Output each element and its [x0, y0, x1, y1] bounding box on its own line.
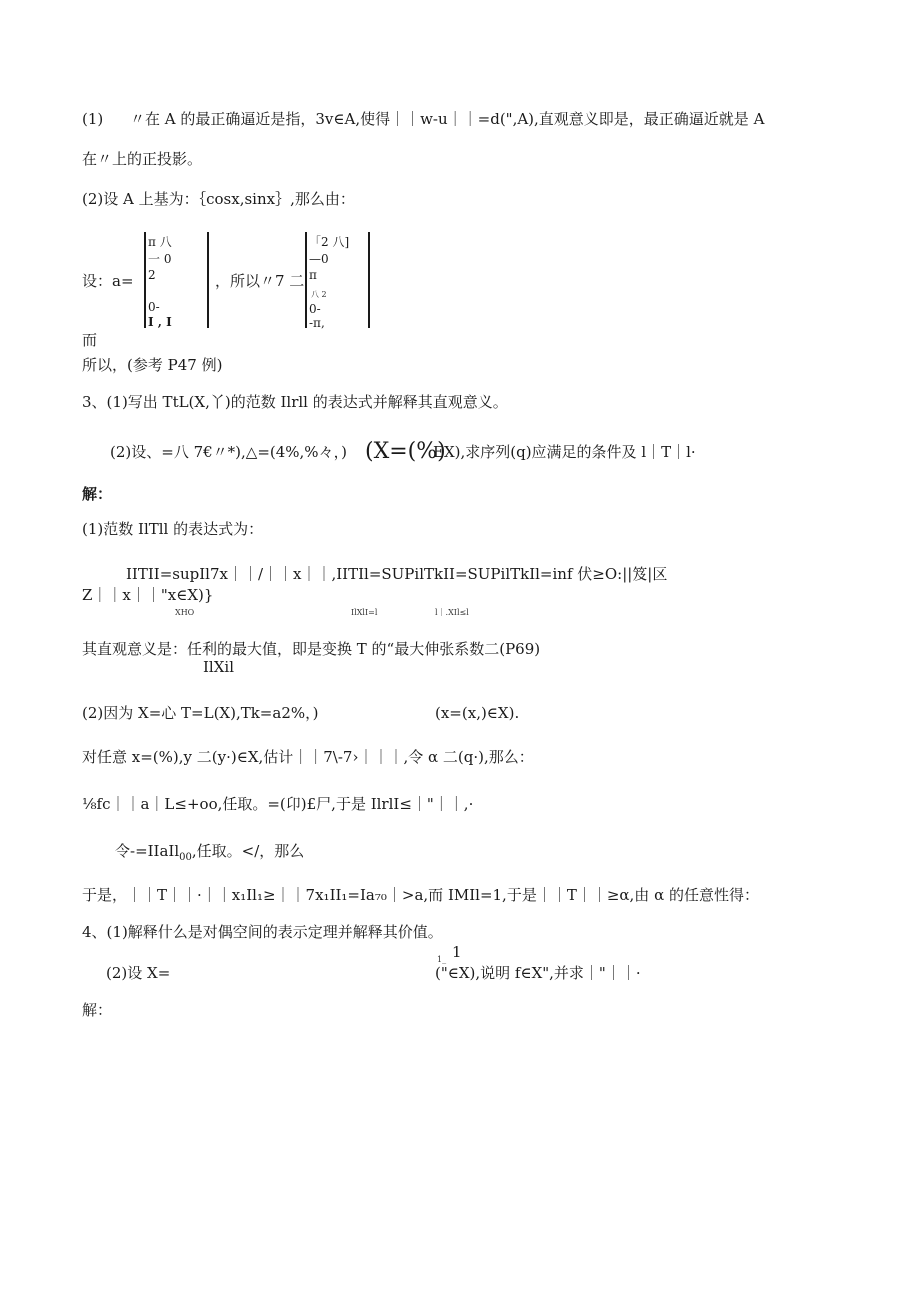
- question-3-part2-formula: (X=(%): [365, 439, 446, 464]
- solution-part2-bound: ⅛fc｜｜a｜L≤+oo,任取。=(卬)£尸,于是 IlrlI≤｜"｜｜,·: [82, 795, 474, 813]
- matrix-2-right-bracket: [368, 232, 370, 328]
- solution-part2-because: (2)因为 X=心 T=L(X),Tk=a2%，): [82, 704, 319, 722]
- solution-label: 解：: [82, 485, 113, 503]
- solution-part2-let: [115, 842, 304, 867]
- item-number: (1): [82, 110, 104, 128]
- question-3-title: 3、(1)写出 TtL(X,丫)的范数 Ilrll 的表达式并解释其直观意义。: [82, 393, 508, 411]
- question-4-fraction-sub: 1_: [437, 955, 447, 964]
- solution-norm-meaning: 其直观意义是：任利的最大值，即是变换 T 的“最大伸张系数二(P69): [82, 640, 541, 658]
- matrix-2-row: π: [309, 268, 317, 282]
- matrix-2-row: —0: [309, 252, 329, 266]
- question-3-part2-cont: EX),求序列(q)应满足的条件及 l｜T｜l·: [433, 443, 696, 461]
- formula-subscript: l｜.XIl≤l: [435, 608, 469, 617]
- matrix-1-right-bracket: [207, 232, 209, 328]
- question-4-part2-cont: ("∈X),说明 f∈X",并求｜"｜｜·: [435, 964, 641, 982]
- question-3-part2: (2)设、=八 7€〃*),△=(4%,%々，): [110, 443, 347, 461]
- question-4-title: 4、(1)解释什么是对偶空间的表示定理并解释其价值。: [82, 923, 443, 941]
- let-subscript: 00: [179, 852, 192, 863]
- matrix-2-row: 八 2: [311, 290, 327, 299]
- matrix-2-row: -π,: [309, 316, 325, 330]
- matrix-1-row: I , I: [148, 315, 172, 329]
- matrix-mid-text: ，所以〃7 二: [215, 272, 305, 290]
- solution-part2-condition: (x=(x,)∈X).: [435, 704, 520, 722]
- formula-subscript: XHO: [175, 608, 195, 617]
- matrix-label: 设：a=: [82, 272, 134, 290]
- solution-norm-formula: IITII=supIl7x｜｜/｜｜x｜｜,IITIl=SUPilTkII=SUPilTkIl=inf 伏≥O:||笈|区: [126, 565, 668, 583]
- matrix-1-row: 0-: [148, 300, 160, 314]
- formula-subscript: IlXlI=l: [351, 608, 378, 617]
- let-text: 令-=IIaIl: [115, 842, 180, 860]
- matrix-1-row: 2: [148, 268, 156, 282]
- matrix-2-row: 0-: [309, 302, 321, 316]
- matrix-2-left-bracket: [305, 232, 307, 328]
- solution-norm-formula-cont: Z｜｜x｜｜"x∈X)}: [82, 586, 214, 604]
- matrix-1-left-bracket: [144, 232, 146, 328]
- paragraph-basis: (2)设 A 上基为：｛cosx,sinx｝,那么由：: [82, 190, 355, 208]
- solution-part2-any: 对任意 x=(%),y 二(y·)∈X,估计｜｜7\-7›｜｜｜,令 α 二(q·),那么：: [82, 748, 534, 766]
- matrix-1-row: π 八: [148, 235, 172, 249]
- paragraph-best-approx: 〃在 A 的最正确逼近是指，3v∈A,使得｜｜w-u｜｜=d(",A),直观意义即是，最正确逼近就是 A: [130, 110, 765, 128]
- solution-part2-conclusion: 于是，｜｜T｜｜·｜｜x₁Il₁≥｜｜7x₁II₁=Ia₇₀｜>a,而 IMIl=1,于是｜｜T｜｜≥α,由 α 的任意性得：: [82, 886, 759, 904]
- solution-norm-head: (1)范数 IlTll 的表达式为：: [82, 520, 264, 538]
- matrix-1-row: 一 0: [148, 252, 172, 266]
- let-text-cont: ,任取。</，那么: [191, 842, 305, 860]
- matrix-2-row: 「2 八]: [309, 235, 350, 249]
- text-reference: 所以，(参考 P47 例): [82, 356, 223, 374]
- solution-label-2: 解：: [82, 1001, 113, 1019]
- question-4-part2: (2)设 X=: [106, 964, 171, 982]
- text-er: 而: [82, 331, 98, 349]
- meaning-denominator: IlXil: [203, 658, 234, 676]
- question-4-fraction-top: 1: [452, 943, 462, 961]
- paragraph-best-approx-cont: 在〃上的正投影。: [82, 150, 203, 168]
